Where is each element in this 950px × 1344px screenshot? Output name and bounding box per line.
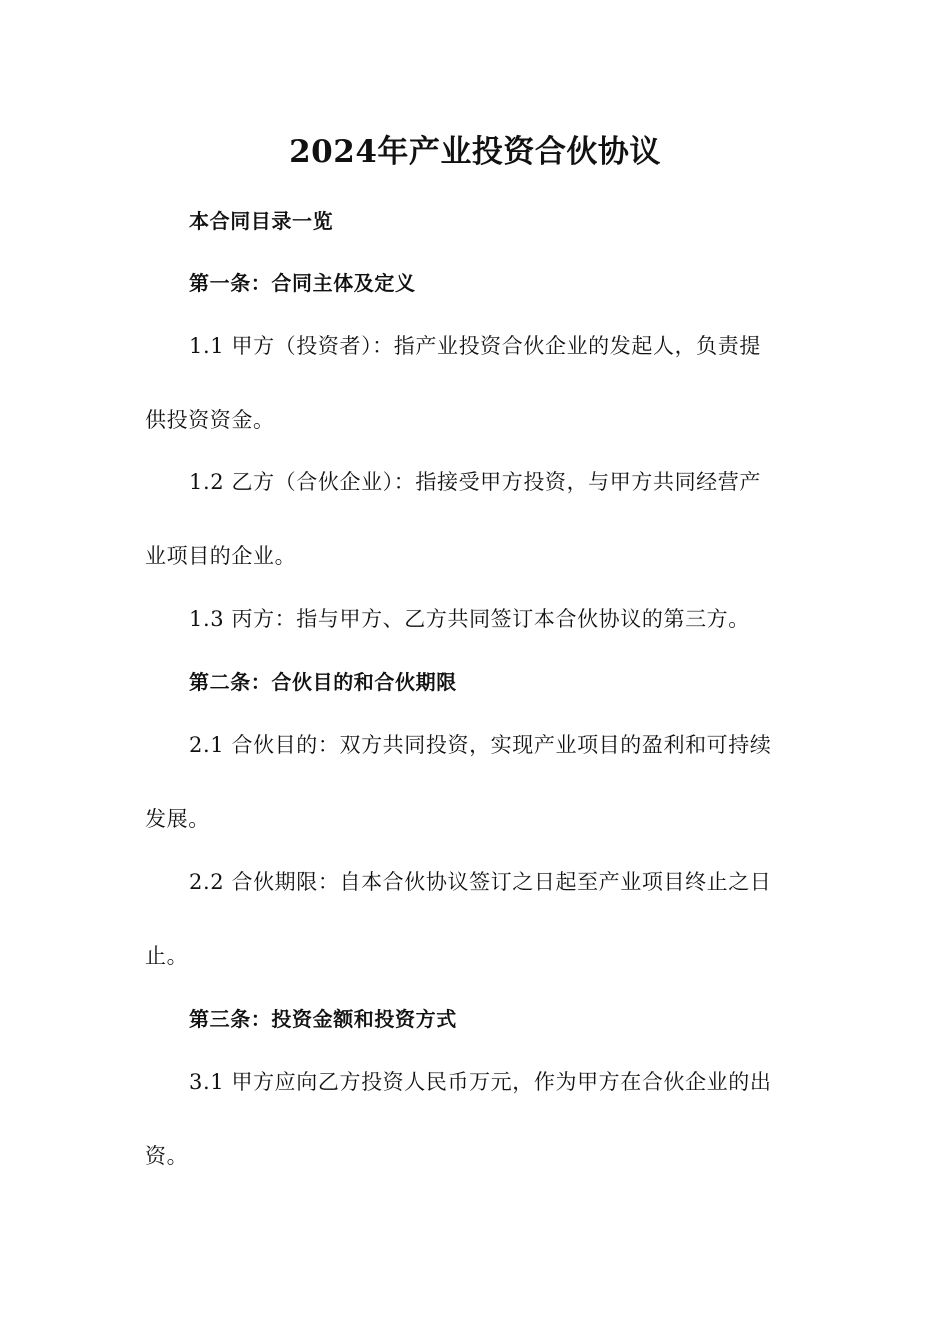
clause-2-2-line-2: 止。 [145,944,189,968]
clause-1-1-line-1: 1.1 甲方（投资者）：指产业投资合伙企业的发起人，负责提 [189,334,761,358]
clause-1-2-line-1: 1.2 乙方（合伙企业）：指接受甲方投资，与甲方共同经营产 [189,470,761,494]
clause-1-3-line-1: 1.3 丙方：指与甲方、乙方共同签订本合伙协议的第三方。 [189,607,750,631]
section-2-heading: 第二条：合伙目的和合伙期限 [189,670,457,694]
clause-1-1-line-2: 供投资资金。 [145,408,275,432]
document-title: 2024年产业投资合伙协议 [289,134,661,170]
clause-2-1-line-2: 发展。 [145,807,210,831]
clause-3-1-line-2: 资。 [145,1144,189,1168]
clause-3-1-line-1: 3.1 甲方应向乙方投资人民币万元，作为甲方在合伙企业的出 [189,1070,772,1094]
section-3-heading: 第三条：投资金额和投资方式 [189,1007,457,1031]
toc-heading: 本合同目录一览 [189,209,334,233]
clause-2-2-line-1: 2.2 合伙期限：自本合伙协议签订之日起至产业项目终止之日 [189,870,772,894]
clause-2-1-line-1: 2.1 合伙目的：双方共同投资，实现产业项目的盈利和可持续 [189,733,772,757]
section-1-heading: 第一条：合同主体及定义 [189,271,416,295]
clause-1-2-line-2: 业项目的企业。 [145,544,297,568]
